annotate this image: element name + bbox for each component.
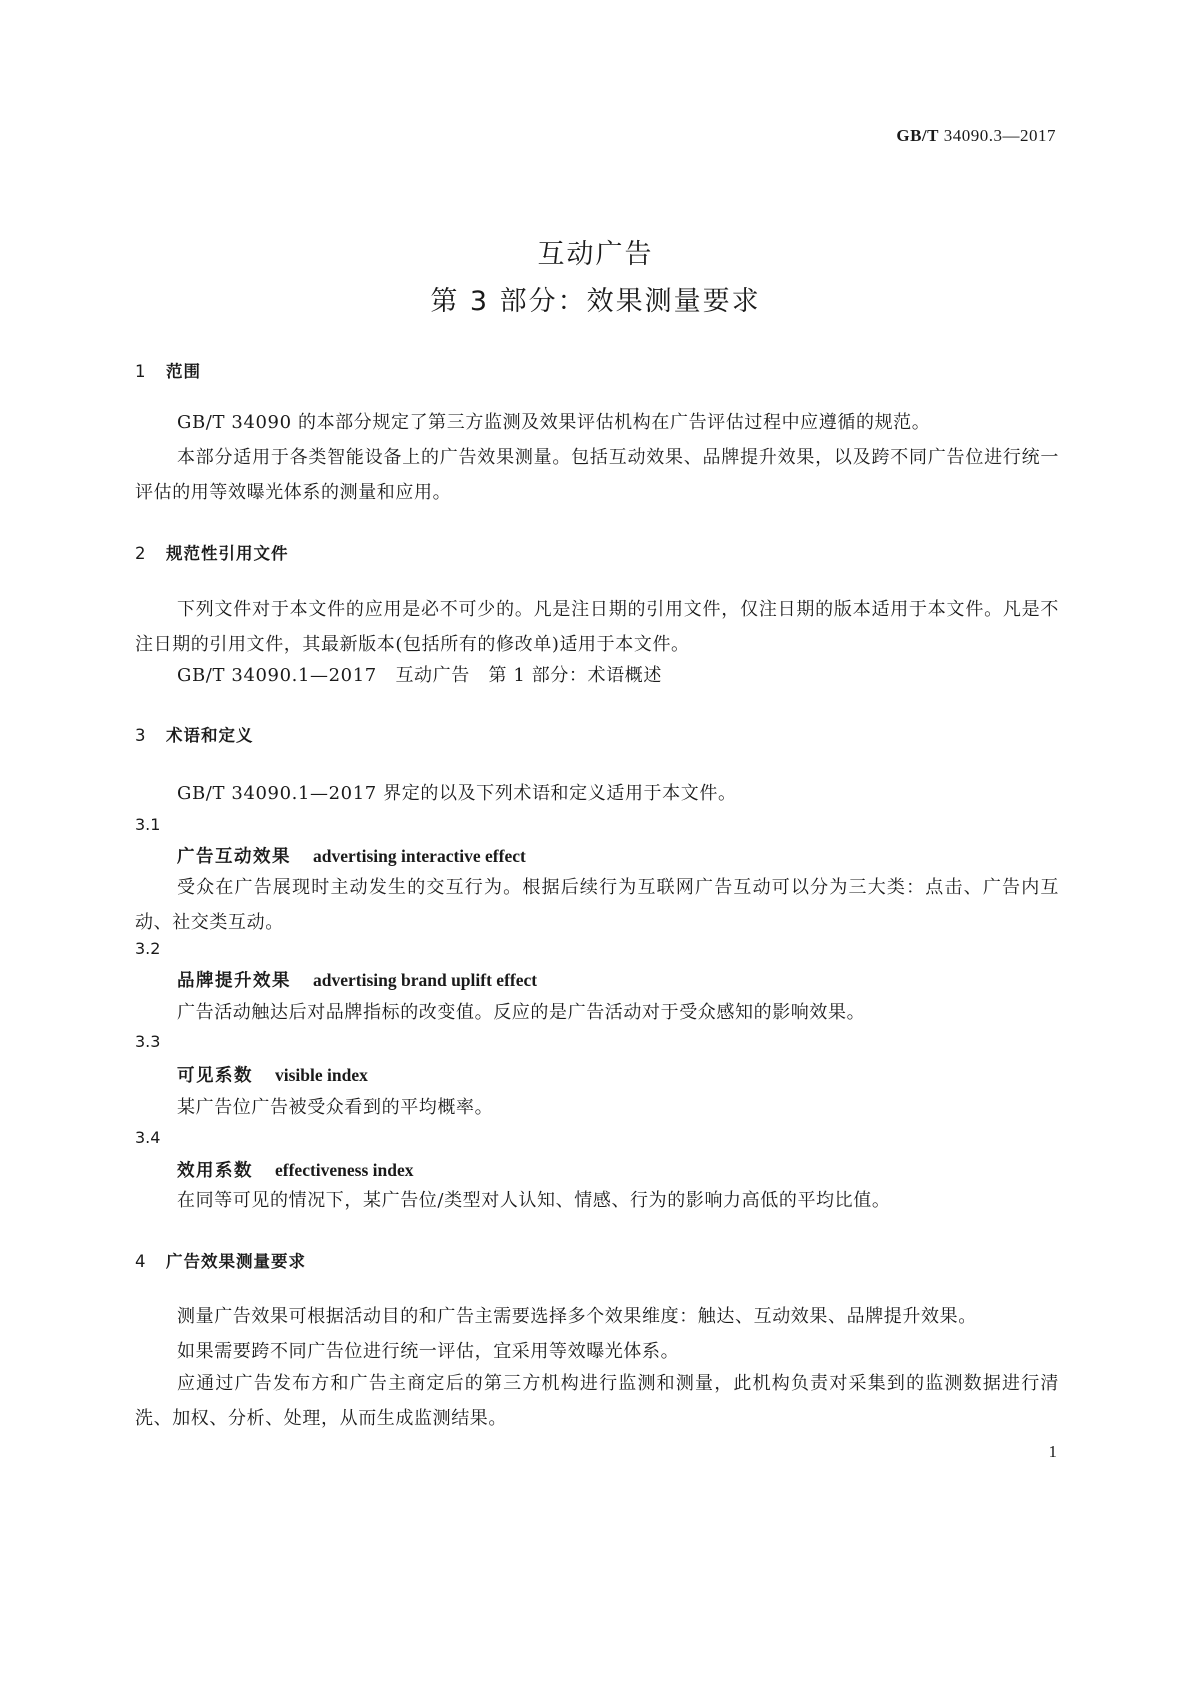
term-number: 3.2 [135, 939, 161, 958]
term-name-zh: 广告互动效果 [177, 847, 291, 867]
section-number: 4 [135, 1252, 147, 1271]
paragraph: GB/T 34090.1—2017 界定的以及下列术语和定义适用于本文件。 [177, 783, 737, 804]
paragraph: 如果需要跨不同广告位进行统一评估，宜采用等效曝光体系。 [177, 1341, 680, 1362]
section-heading-normative-references [135, 540, 289, 564]
term-number: 3.4 [135, 1128, 161, 1147]
reference-entry: GB/T 34090.1—2017 互动广告 第 1 部分：术语概述 [177, 665, 662, 686]
term-title [177, 1062, 368, 1087]
page-number: 1 [1048, 1442, 1057, 1461]
section-title: 广告效果测量要求 [166, 1252, 306, 1271]
term-title [177, 967, 537, 992]
term-name-en: advertising brand uplift effect [313, 970, 538, 990]
paragraph: GB/T 34090 的本部分规定了第三方监测及效果评估机构在广告评估过程中应遵循的规范。 [177, 412, 931, 433]
section-heading-measurement-requirements [135, 1248, 306, 1272]
term-name-zh: 效用系数 [177, 1161, 253, 1181]
paragraph: 下列文件对于本文件的应用是必不可少的。凡是注日期的引用文件，仅注日期的版本适用于本文件。凡是不注日期的引用文件，其最新版本(包括所有的修改单)适用于本文件。 [135, 599, 1059, 655]
standard-code-number: 34090.3—2017 [943, 126, 1056, 145]
paragraph: 测量广告效果可根据活动目的和广告主需要选择多个效果维度：触达、互动效果、品牌提升效果。 [177, 1306, 977, 1327]
term-name-zh: 可见系数 [177, 1066, 253, 1086]
term-title [177, 843, 526, 868]
term-definition: 在同等可见的情况下，某广告位/类型对人认知、情感、行为的影响力高低的平均比值。 [177, 1190, 891, 1211]
document-subtitle: 第 3 部分：效果测量要求 [430, 286, 761, 317]
term-definition: 广告活动触达后对品牌指标的改变值。反应的是广告活动对于受众感知的影响效果。 [177, 1002, 866, 1023]
section-number: 3 [135, 726, 147, 745]
section-number: 2 [135, 544, 147, 563]
term-number: 3.3 [135, 1032, 161, 1051]
section-number: 1 [135, 362, 147, 381]
paragraph: 应通过广告发布方和广告主商定后的第三方机构进行监测和测量，此机构负责对采集到的监测数据进行清洗、加权、分析、处理，从而生成监测结果。 [135, 1373, 1059, 1429]
section-heading-terms-definitions [135, 722, 254, 746]
standard-code [896, 126, 1056, 146]
document-title: 互动广告 [537, 239, 654, 270]
term-name-en: visible index [275, 1065, 368, 1085]
section-title: 范围 [166, 362, 201, 381]
term-title [177, 1157, 414, 1182]
term-name-en: advertising interactive effect [313, 846, 526, 866]
standard-code-prefix: GB/T [896, 126, 939, 145]
section-title: 规范性引用文件 [166, 544, 289, 563]
term-name-en: effectiveness index [275, 1160, 414, 1180]
term-definition: 某广告位广告被受众看到的平均概率。 [177, 1097, 494, 1118]
paragraph: 本部分适用于各类智能设备上的广告效果测量。包括互动效果、品牌提升效果，以及跨不同广告位进行统一评估的用等效曝光体系的测量和应用。 [135, 447, 1059, 503]
term-definition: 受众在广告展现时主动发生的交互行为。根据后续行为互联网广告互动可以分为三大类：点击、广告内互动、社交类互动。 [135, 877, 1059, 933]
term-number: 3.1 [135, 815, 161, 834]
section-title: 术语和定义 [166, 726, 254, 745]
section-heading-scope [135, 358, 201, 382]
term-name-zh: 品牌提升效果 [177, 971, 291, 991]
